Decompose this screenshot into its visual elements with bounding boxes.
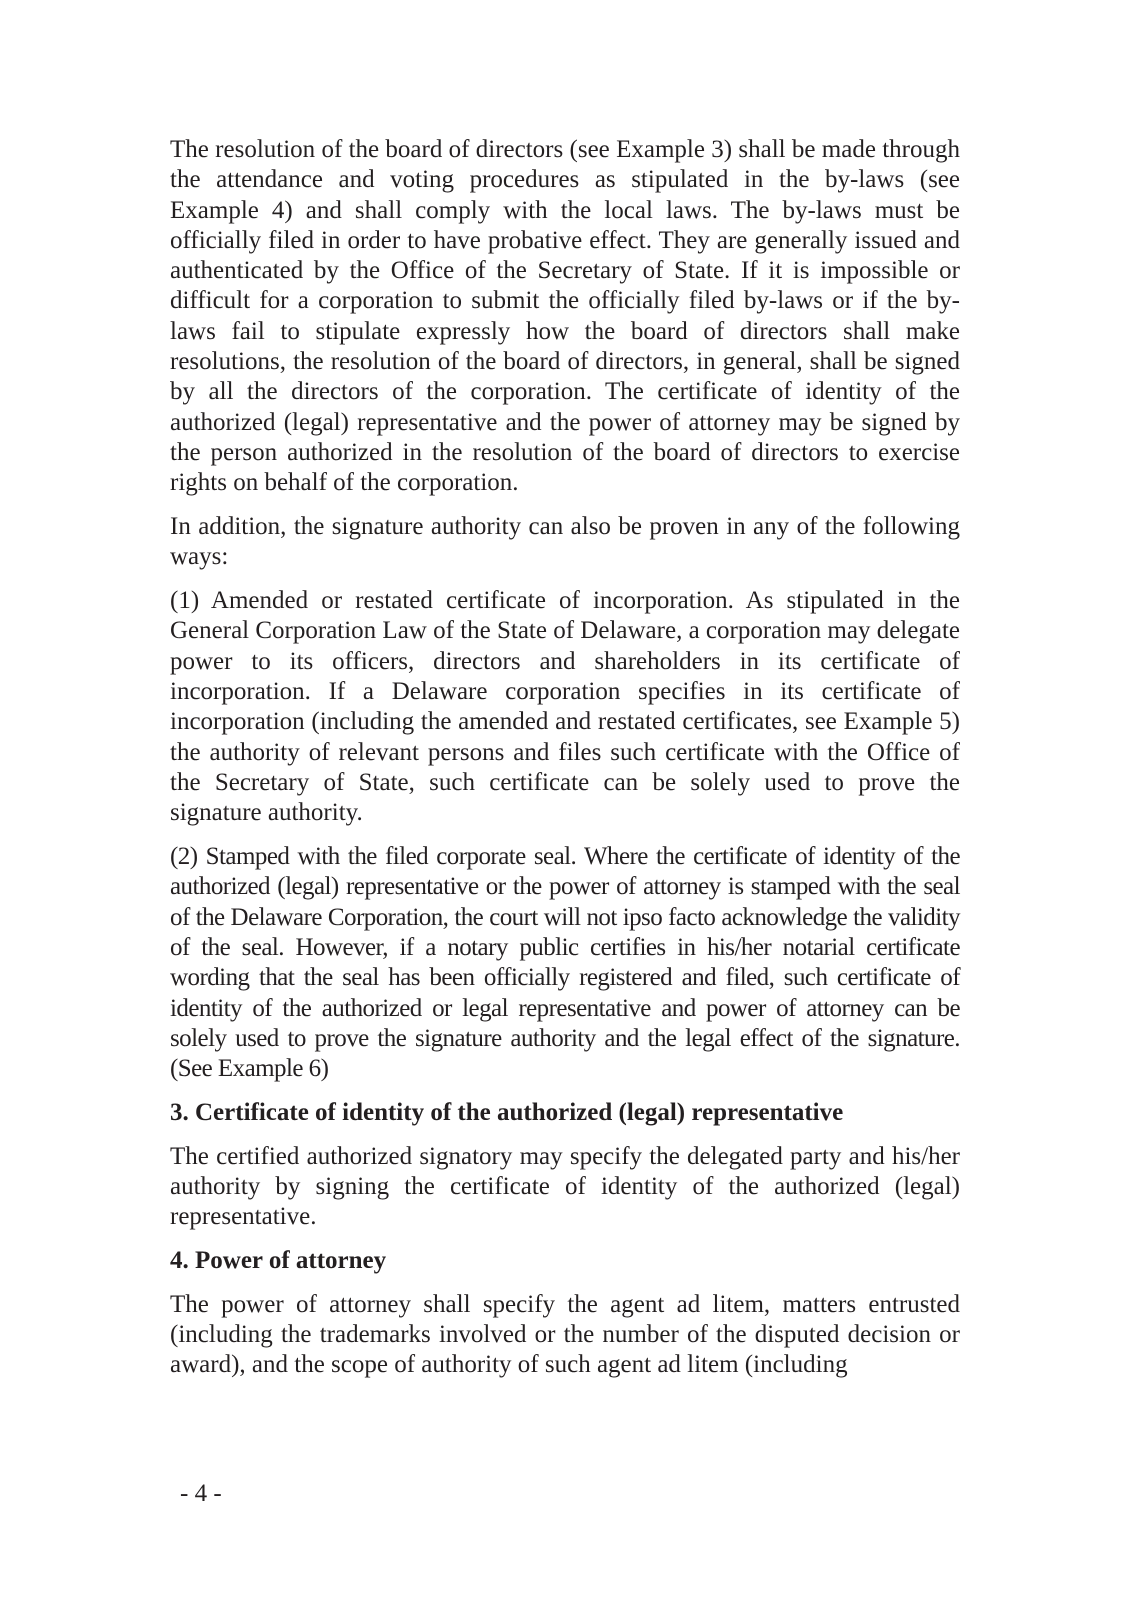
paragraph-certified-signatory: The certified authorized signatory may specify the delegated party and his/her authority by signing the certificate of identity of the authorized (legal) representative.	[170, 1142, 960, 1231]
section-heading-power-of-attorney: 4. Power of attorney	[170, 1247, 387, 1275]
document-body	[170, 135, 960, 1394]
section-heading-certificate-of-identity: 3. Certificate of identity of the authorized (legal) representative	[170, 1098, 844, 1126]
paragraph-power-of-attorney: The power of attorney shall specify the agent ad litem, matters entrusted (including the trademarks involved or the number of the disputed decision or award), and the scope of authority of such agent ad litem (including	[170, 1290, 960, 1379]
page-number: - 4 -	[180, 1480, 222, 1507]
paragraph-corporate-seal: (2) Stamped with the filed corporate seal. Where the certificate of identity of the authorized (legal) representative or the power of attorney is stamped with the seal of the Delaware Corporation, the court will not ipso facto acknowledge the validity of the seal. However, if a notary public certifies in his/her notarial certificate wording that the seal has been officially registered and filed, such certificate of identity of the authorized or legal representative and power of attorney can be solely used to prove the signature authority and the legal effect of the signature. (See Example 6)	[170, 843, 960, 1083]
paragraph-board-resolution: The resolution of the board of directors (see Example 3) shall be made through the attendance and voting procedures as stipulated in the by-laws (see Example 4) and shall comply with the local laws. The by-laws must be officially filed in order to have probative effect. They are generally issued and authenticated by the Office of the Secretary of State. If it is impossible or difficult for a corporation to submit the officially filed by-laws or if the by-laws fail to stipulate expressly how the board of directors shall make resolutions, the resolution of the board of directors, in general, shall be signed by all the directors of the corporation. The certificate of identity of the authorized (legal) representative and the power of attorney may be signed by the person authorized in the resolution of the board of directors to exercise rights on behalf of the corporation.	[170, 136, 960, 497]
paragraph-signature-authority-intro: In addition, the signature authority can also be proven in any of the following ways:	[170, 513, 960, 571]
paragraph-amended-certificate: (1) Amended or restated certificate of incorporation. As stipulated in the General Corporation Law of the State of Delaware, a corporation may delegate power to its officers, directors and shareholders in its certificate of incorporation. If a Delaware corporation specifies in its certificate of incorporation (including the amended and restated certificates, see Example 5) the authority of relevant persons and files such certificate with the Office of the Secretary of State, such certificate can be solely used to prove the signature authority.	[170, 587, 960, 827]
